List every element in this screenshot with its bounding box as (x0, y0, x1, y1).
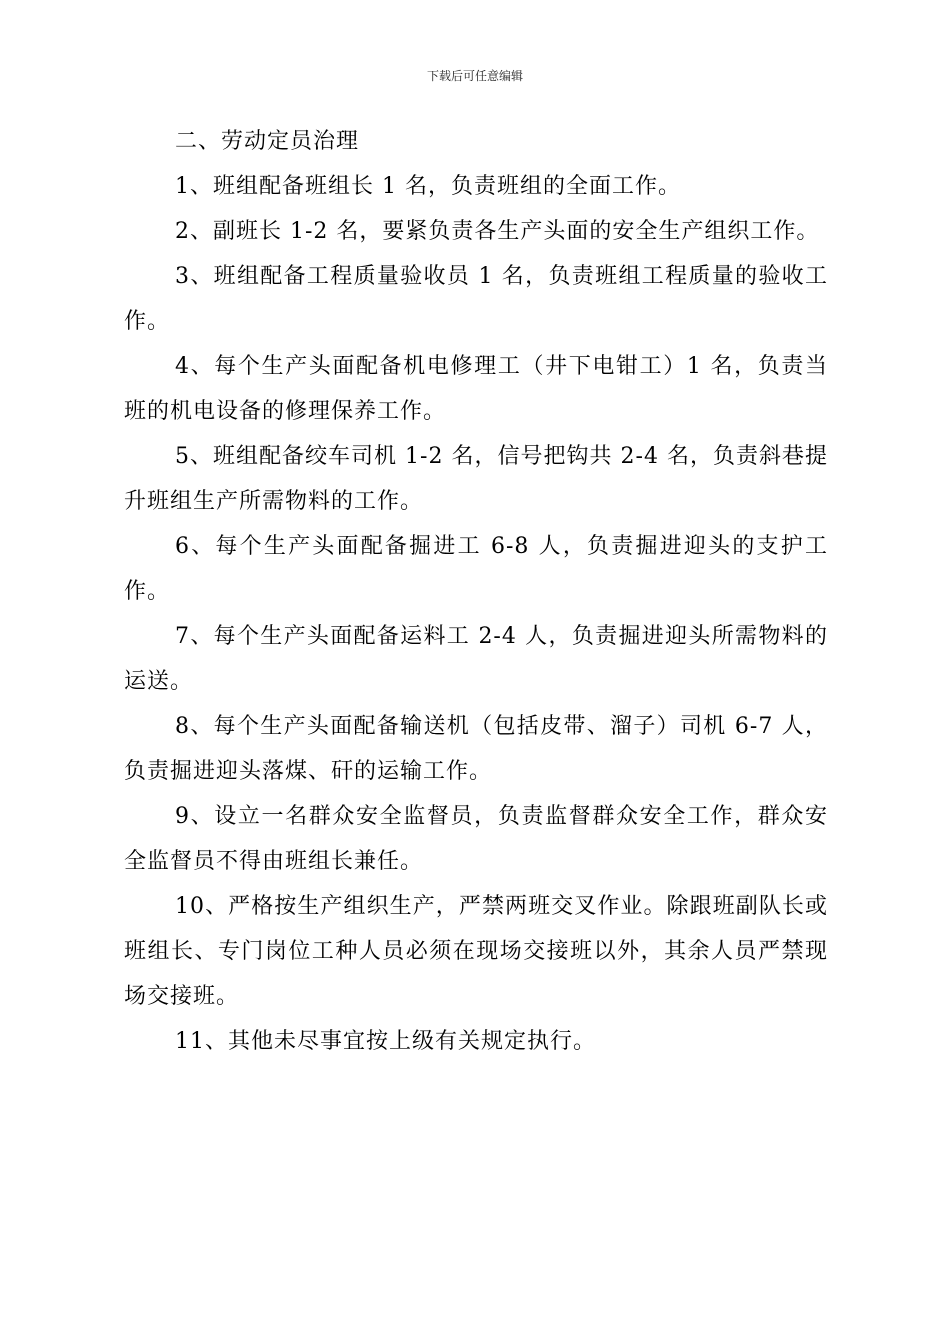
paragraph-7: 7、每个生产头面配备运料工 2-4 人，负责掘进迎头所需物料的运送。 (124, 624, 828, 694)
paragraph-11: 11、其他未尽事宜按上级有关规定执行。 (175, 1029, 596, 1054)
paragraph-10: 10、严格按生产组织生产，严禁两班交叉作业。除跟班副队长或班组长、专门岗位工种人员必须在现场交接班以外，其余人员严禁现场交接班。 (124, 894, 828, 1009)
paragraph-3: 3、班组配备工程质量验收员 1 名，负责班组工程质量的验收工作。 (124, 264, 828, 334)
document-body (124, 119, 828, 1064)
section-title: 二、劳动定员治理 (175, 129, 360, 154)
paragraph-5: 5、班组配备绞车司机 1-2 名，信号把钩共 2-4 名，负责斜巷提升班组生产所需物料的工作。 (124, 444, 828, 514)
paragraph-8: 8、每个生产头面配备输送机（包括皮带、溜子）司机 6-7 人，负责掘进迎头落煤、矸的运输工作。 (124, 714, 828, 784)
paragraph-1: 1、班组配备班组长 1 名，负责班组的全面工作。 (175, 174, 681, 199)
paragraph-4: 4、每个生产头面配备机电修理工（井下电钳工）1 名，负责当班的机电设备的修理保养工作。 (124, 354, 828, 424)
page-header: 下载后可任意编辑 (426, 69, 523, 83)
paragraph-9: 9、设立一名群众安全监督员，负责监督群众安全工作，群众安全监督员不得由班组长兼任。 (124, 804, 828, 874)
paragraph-6: 6、每个生产头面配备掘进工 6-8 人，负责掘进迎头的支护工作。 (124, 534, 828, 604)
paragraph-2: 2、副班长 1-2 名，要紧负责各生产头面的安全生产组织工作。 (175, 219, 820, 244)
